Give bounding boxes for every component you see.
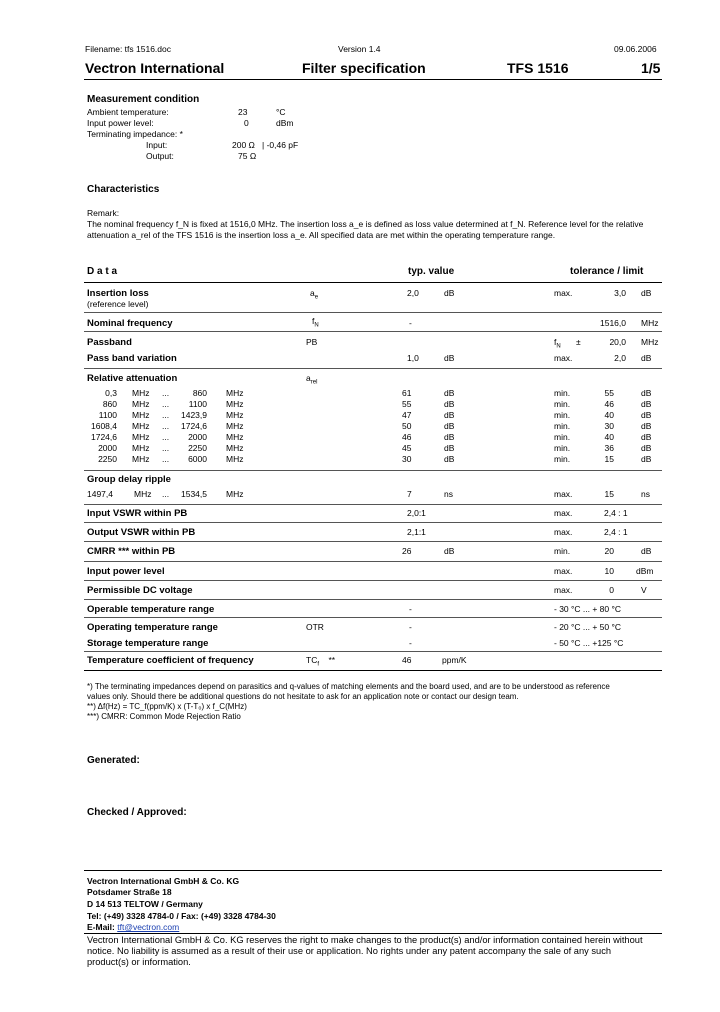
group-delay-f1: 1497,4	[87, 489, 113, 499]
tcf-label: Temperature coefficient of frequency	[87, 655, 254, 666]
insertion-loss-sub: (reference level)	[87, 299, 149, 309]
rel-att-f2: 6000	[188, 454, 207, 464]
otr-typ: -	[409, 622, 412, 632]
passband-lim-unit: MHz	[641, 337, 659, 347]
dc-voltage-lim: max.	[554, 585, 573, 595]
nominal-freq-symbol: $f_N$	[312, 316, 319, 329]
disclaimer-1: Vectron International GmbH & Co. KG reserves the right to make changes to the product(s) and/or information contained herein without	[87, 935, 643, 945]
rel-att-db: dB	[444, 399, 455, 409]
power-unit: dBm	[276, 118, 294, 128]
rel-att-symbol: $a_{rel}$	[306, 373, 318, 386]
insertion-loss-symbol: $a_e$	[310, 288, 319, 301]
rel-att-db: dB	[641, 421, 652, 431]
passband-fn: $f_N$	[554, 337, 561, 350]
output-vswr-typ: 2,1:1	[407, 527, 426, 537]
rel-att-typ: 47	[402, 410, 412, 420]
rel-att-mhz: MHz	[226, 432, 244, 442]
input-power-lim-unit: dBm	[636, 566, 654, 576]
rel-att-f2: 1100	[188, 399, 207, 409]
insertion-loss-typ-unit: dB	[444, 288, 455, 298]
row-rule	[84, 522, 662, 523]
group-delay-label: Group delay ripple	[87, 474, 171, 485]
rel-att-typ: 30	[402, 454, 412, 464]
rel-att-lim-val: 55	[604, 388, 614, 398]
pb-variation-lim-unit: dB	[641, 353, 652, 363]
rel-att-mhz: MHz	[132, 399, 150, 409]
rel-att-mhz: MHz	[226, 388, 244, 398]
rel-att-db: dB	[641, 399, 652, 409]
characteristics-title: Characteristics	[87, 184, 160, 195]
rel-att-lim: min.	[554, 432, 571, 442]
rel-att-f2: 860	[192, 388, 207, 398]
rel-att-mhz: MHz	[226, 410, 244, 420]
op-temp-lim-val: - 30 °C ... + 80 °C	[554, 604, 622, 614]
rel-att-dots: ...	[162, 421, 170, 431]
rel-att-typ: 46	[402, 432, 412, 442]
rel-att-mhz: MHz	[132, 410, 150, 420]
pb-variation-typ-unit: dB	[444, 353, 455, 363]
table-bottom-rule	[84, 670, 662, 671]
rel-att-dots: ...	[162, 388, 170, 398]
rel-att-f1: 0,3	[105, 388, 117, 398]
insertion-loss-label: Insertion loss	[87, 288, 149, 299]
generated-label: Generated:	[87, 755, 140, 766]
footer-street: Potsdamer Straße 18	[87, 887, 172, 897]
otr-lim-val: - 20 °C ... + 50 °C	[554, 622, 622, 632]
rel-att-mhz: MHz	[132, 432, 150, 442]
rel-att-db: dB	[444, 410, 455, 420]
dc-voltage-label: Permissible DC voltage	[87, 585, 193, 596]
rel-att-typ: 55	[402, 399, 412, 409]
insertion-loss-lim-val: 3,0	[614, 288, 626, 298]
op-temp-typ: -	[409, 604, 412, 614]
tcf-symbol: $TC_f$ **	[306, 655, 336, 668]
rel-att-f2: 1724,6	[181, 421, 207, 431]
dc-voltage-lim-val: 0	[609, 585, 614, 595]
cmrr-lim-val: 20	[604, 546, 614, 556]
note-1: *) The terminating impedances depend on parasitics and q-values of matching elements and the board used, and are to be understood as reference	[87, 682, 610, 691]
nominal-freq-lim-unit: MHz	[641, 318, 659, 328]
input-vswr-label: Input VSWR within PB	[87, 508, 188, 519]
rel-att-typ: 45	[402, 443, 412, 453]
input-value: 200 Ω	[232, 140, 255, 150]
version: Version 1.4	[338, 44, 381, 54]
pb-variation-typ: 1,0	[407, 353, 419, 363]
rel-att-db: dB	[641, 410, 652, 420]
footer-tel: Tel: (+49) 3328 4784-0 / Fax: (+49) 3328 4784-30	[87, 911, 276, 921]
insertion-loss-lim: max.	[554, 288, 573, 298]
rel-att-mhz: MHz	[132, 443, 150, 453]
input-vswr-typ: 2,0:1	[407, 508, 426, 518]
row-rule	[84, 504, 662, 505]
rel-att-dots: ...	[162, 443, 170, 453]
row-rule	[84, 651, 662, 652]
rel-att-mhz: MHz	[132, 421, 150, 431]
group-delay-lim-unit: ns	[641, 489, 650, 499]
row-rule	[84, 368, 662, 369]
rel-att-mhz: MHz	[226, 399, 244, 409]
rel-att-db: dB	[444, 421, 455, 431]
rel-att-mhz: MHz	[226, 421, 244, 431]
input-label: Input:	[146, 140, 168, 150]
rel-att-lim: min.	[554, 410, 571, 420]
footer-company: Vectron International GmbH & Co. KG	[87, 876, 240, 886]
row-rule	[84, 312, 662, 313]
insertion-loss-typ: 2,0	[407, 288, 419, 298]
rel-att-lim: min.	[554, 454, 571, 464]
row-rule	[84, 331, 662, 332]
rel-att-db: dB	[444, 454, 455, 464]
cmrr-typ: 26	[402, 546, 412, 556]
cmrr-lim: min.	[554, 546, 571, 556]
row-rule	[84, 617, 662, 618]
input-extra: | -0,46 pF	[262, 140, 299, 150]
rel-att-f1: 1724,6	[91, 432, 117, 442]
table-header-rule	[84, 282, 662, 283]
rel-att-lim-val: 36	[604, 443, 614, 453]
rel-att-db: dB	[641, 432, 652, 442]
col-tol: tolerance / limit	[570, 266, 644, 277]
col-typ: typ. value	[408, 266, 455, 277]
rel-att-mhz: MHz	[132, 388, 150, 398]
rel-att-db: dB	[641, 454, 652, 464]
rel-att-dots: ...	[162, 399, 170, 409]
input-vswr-lim-val: 2,4 : 1	[604, 508, 628, 518]
group-delay-f2: 1534,5	[181, 489, 207, 499]
doc-type: Filter specification	[302, 60, 426, 76]
rel-att-lim-val: 40	[604, 432, 614, 442]
pb-variation-lim: max.	[554, 353, 573, 363]
dc-voltage-lim-unit: V	[641, 585, 647, 595]
tcf-typ: 46	[402, 655, 412, 665]
rel-att-dots: ...	[162, 432, 170, 442]
disclaimer-3: product(s) or information.	[87, 957, 191, 967]
rel-att-db: dB	[444, 388, 455, 398]
rel-att-f2: 2000	[188, 432, 207, 442]
remark-line-1: The nominal frequency f_N is fixed at 1516,0 MHz. The insertion loss a_e is defined as loss value determined at f_N. Reference level for the relative	[87, 219, 644, 229]
row-rule	[84, 541, 662, 542]
group-delay-dots: ...	[162, 489, 170, 499]
row-rule	[84, 580, 662, 581]
rel-att-f1: 860	[102, 399, 117, 409]
passband-pm: ±	[576, 337, 581, 347]
filename: Filename: tfs 1516.doc	[85, 44, 171, 54]
passband-symbol: PB	[306, 337, 318, 347]
otr-label: Operating temperature range	[87, 622, 218, 633]
rel-att-f1: 1608,4	[91, 421, 117, 431]
rel-att-typ: 61	[402, 388, 412, 398]
part-number: TFS 1516	[507, 60, 569, 76]
input-power-lim-val: 10	[604, 566, 614, 576]
output-label: Output:	[146, 151, 174, 161]
power-label: Input power level:	[87, 118, 154, 128]
note-2: **) Δf(Hz) = TC_f(ppm/K) x (T-T₀) x f_C(MHz)	[87, 702, 247, 711]
rel-att-lim-val: 30	[604, 421, 614, 431]
rel-att-lim-val: 46	[604, 399, 614, 409]
output-vswr-label: Output VSWR within PB	[87, 527, 196, 538]
otr-symbol: OTR	[306, 622, 324, 632]
group-delay-typ: 7	[407, 489, 412, 499]
power-value: 0	[244, 118, 249, 128]
pb-variation-lim-val: 2,0	[614, 353, 626, 363]
rel-att-db: dB	[641, 388, 652, 398]
ambient-label: Ambient temperature:	[87, 107, 169, 117]
footer-city: D 14 513 TELTOW / Germany	[87, 899, 203, 909]
rel-att-typ: 50	[402, 421, 412, 431]
email-link[interactable]: tft@vectron.com	[117, 922, 180, 932]
cmrr-label: CMRR *** within PB	[87, 546, 176, 557]
nominal-freq-label: Nominal frequency	[87, 318, 173, 329]
rel-att-dots: ...	[162, 410, 170, 420]
group-delay-typ-unit: ns	[444, 489, 453, 499]
rel-att-lim: min.	[554, 399, 571, 409]
rel-att-f2: 2250	[188, 443, 207, 453]
nominal-freq-typ: -	[409, 318, 412, 328]
rel-att-f1: 2250	[98, 454, 117, 464]
input-power-lim: max.	[554, 566, 573, 576]
disclaimer-2: notice. No liability is assumed as a result of their use or application. No rights under any patent accompany the sale of any such	[87, 946, 612, 956]
rel-att-f2: 1423,9	[181, 410, 207, 420]
footer-rule	[84, 870, 662, 871]
remark-line-2: attenuation a_rel of the TFS 1516 is the insertion loss a_e. All specified data are met within the operating temperature range.	[87, 230, 556, 240]
group-delay-lim: max.	[554, 489, 573, 499]
rel-att-f1: 1100	[98, 410, 117, 420]
rel-att-db: dB	[641, 443, 652, 453]
note-1b: values only. Should there be additional questions do not hesitate to ask for an application note or contact our design team.	[87, 692, 519, 701]
tcf-typ-unit: ppm/K	[442, 655, 467, 665]
passband-label: Passband	[87, 337, 132, 348]
input-power-label: Input power level	[87, 566, 165, 577]
output-vswr-lim: max.	[554, 527, 573, 537]
rel-att-db: dB	[444, 432, 455, 442]
insertion-loss-lim-unit: dB	[641, 288, 652, 298]
header-rule	[84, 79, 662, 80]
col-data: D a t a	[87, 266, 118, 277]
passband-lim-val: 20,0	[609, 337, 626, 347]
pb-variation-label: Pass band variation	[87, 353, 177, 364]
rel-att-dots: ...	[162, 454, 170, 464]
rel-att-lim-val: 40	[604, 410, 614, 420]
measurement-title: Measurement condition	[87, 94, 200, 105]
company-name: Vectron International	[85, 60, 225, 76]
storage-lim-val: - 50 °C ... +125 °C	[554, 638, 624, 648]
rel-att-lim: min.	[554, 421, 571, 431]
output-vswr-lim-val: 2,4 : 1	[604, 527, 628, 537]
rel-att-mhz: MHz	[226, 443, 244, 453]
output-value: 75 Ω	[238, 151, 257, 161]
checked-label: Checked / Approved:	[87, 807, 187, 818]
group-delay-mhz-2: MHz	[226, 489, 244, 499]
rel-att-lim: min.	[554, 443, 571, 453]
rel-att-lim: min.	[554, 388, 571, 398]
rel-att-mhz: MHz	[226, 454, 244, 464]
ambient-unit: °C	[276, 107, 286, 117]
rel-att-lim-val: 15	[604, 454, 614, 464]
group-delay-mhz-1: MHz	[134, 489, 152, 499]
row-rule	[84, 599, 662, 600]
storage-label: Storage temperature range	[87, 638, 209, 649]
footer-rule-2	[84, 933, 662, 934]
footer-email: E-Mail: tft@vectron.com	[87, 922, 180, 932]
ambient-value: 23	[238, 107, 248, 117]
storage-typ: -	[409, 638, 412, 648]
rel-att-f1: 2000	[98, 443, 117, 453]
nominal-freq-lim-val: 1516,0	[600, 318, 626, 328]
note-3: ***) CMRR: Common Mode Rejection Ratio	[87, 712, 241, 721]
cmrr-lim-unit: dB	[641, 546, 652, 556]
row-rule	[84, 561, 662, 562]
rel-att-mhz: MHz	[132, 454, 150, 464]
group-delay-lim-val: 15	[604, 489, 614, 499]
input-vswr-lim: max.	[554, 508, 573, 518]
rel-att-label: Relative attenuation	[87, 373, 178, 384]
doc-date: 09.06.2006	[614, 44, 657, 54]
op-temp-label: Operable temperature range	[87, 604, 215, 615]
cmrr-typ-unit: dB	[444, 546, 455, 556]
remark-label: Remark:	[87, 208, 120, 218]
page-number: 1/5	[641, 60, 661, 76]
row-rule	[84, 470, 662, 471]
rel-att-db: dB	[444, 443, 455, 453]
term-label: Terminating impedance: *	[87, 129, 183, 139]
